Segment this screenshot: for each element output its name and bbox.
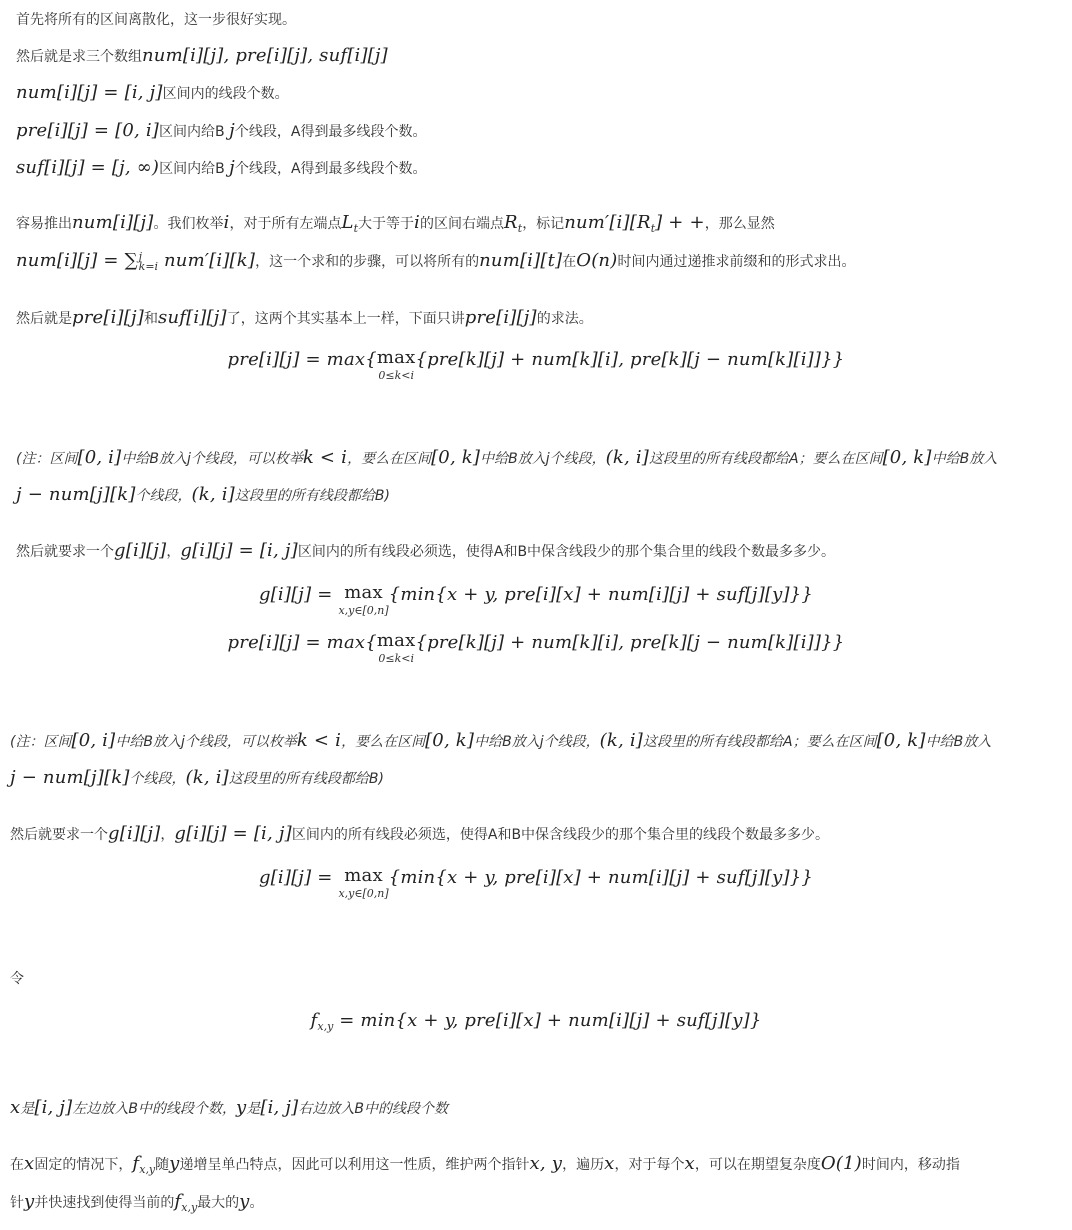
math-sub: x,y: [181, 1200, 198, 1214]
text: 和: [144, 311, 159, 327]
math: num[i][j] = [i, j]: [16, 82, 163, 103]
math: y: [236, 1097, 247, 1118]
math: O(1): [820, 1153, 862, 1174]
math: {pre[k][j] + num[k][i], pre[k][j − num[k][i]]}}: [415, 632, 845, 653]
math: = min{x + y, pre[i][x] + num[i][j] + suf[j][y]}: [333, 1010, 762, 1031]
math: L: [341, 212, 354, 233]
text: 然后就要求一个: [16, 544, 114, 560]
math: [0, k]: [882, 447, 932, 468]
conclusion-line-2: [10, 1191, 264, 1214]
math-operator: max: [344, 582, 383, 603]
text: 中给B放入j个线段，: [474, 734, 600, 750]
math: j: [229, 120, 235, 141]
math: [i, j]: [34, 1097, 73, 1118]
note-2-line-1: [10, 730, 991, 751]
text: 右边放入B中的线段个数: [298, 1101, 449, 1117]
f-equation: [0, 1010, 1072, 1033]
math: g[i][j] = [i, j]: [180, 540, 298, 561]
text: (注：区间: [10, 734, 72, 750]
math: g[i][j]: [114, 540, 167, 561]
math: x: [24, 1153, 35, 1174]
math: k < i: [296, 730, 342, 751]
math: j − num[j][k]: [10, 767, 130, 788]
math-sup: j: [138, 250, 143, 263]
math-operator: max: [376, 347, 416, 368]
math-sub: t: [650, 221, 656, 235]
text: 随: [155, 1157, 170, 1173]
math: num[i][j]: [72, 212, 154, 233]
math-sub: k=i: [138, 260, 159, 273]
num-def-line: [16, 82, 289, 103]
math-sub: 0≤k<i: [378, 652, 414, 665]
math: [0, k]: [876, 730, 926, 751]
text: 令: [10, 971, 24, 987]
math: (k, i]: [185, 767, 229, 788]
text: ，要么在区间: [341, 734, 426, 750]
conclusion-line-1: [10, 1153, 960, 1176]
math-operator: max: [376, 630, 416, 651]
math: [0, i]: [71, 730, 116, 751]
text: ，这一个求和的步骤，可以将所有的: [255, 254, 480, 270]
text: 这段里的所有线段都给A；要么在区间: [643, 734, 877, 750]
math-sub: x,y∈[0,n]: [338, 887, 389, 900]
math: g[i][j] = [i, j]: [174, 823, 292, 844]
math: suf[i][j] = [j, ∞): [16, 157, 160, 178]
text: 个线段，: [135, 488, 192, 504]
math: pre[i][j]: [464, 307, 537, 328]
math: i: [223, 212, 230, 233]
text: 然后就要求一个: [10, 827, 108, 843]
xy-explanation: [10, 1097, 448, 1118]
math: y: [239, 1191, 250, 1212]
text: 并快速找到使得当前的: [34, 1195, 175, 1211]
math: x: [10, 1097, 21, 1118]
text: 针: [10, 1195, 24, 1211]
sum-line: [16, 250, 855, 272]
text: 中给B放入j个线段，可以枚举: [121, 451, 303, 467]
math: O(n): [576, 250, 618, 271]
math: (k, i]: [599, 730, 643, 751]
text: 中给B放入: [931, 451, 998, 467]
math-sub: t: [517, 221, 523, 235]
math: suf[i][j]: [158, 307, 227, 328]
text: 区间内给B: [159, 161, 230, 177]
text: 时间内通过递推求前缀和的形式求出。: [617, 254, 856, 270]
math: y: [24, 1191, 35, 1212]
math: num′[i][R: [564, 212, 651, 233]
math: g[i][j] =: [258, 584, 339, 605]
text: ，那么显然: [704, 216, 775, 232]
text: 。: [249, 1195, 264, 1211]
text: 容易推出: [16, 216, 72, 232]
note-1-line-2: [16, 484, 390, 505]
text: 然后就是求三个数组: [16, 49, 142, 65]
text: ，遍历: [562, 1157, 605, 1173]
math: x: [604, 1153, 615, 1174]
math: k < i: [302, 447, 348, 468]
note-2-line-2: [10, 767, 384, 788]
math: pre[i][j] = max{: [227, 349, 377, 370]
math: x: [684, 1153, 695, 1174]
math: [0, k]: [425, 730, 475, 751]
math: pre[i][j] = [0, i]: [16, 120, 160, 141]
text: 最大的: [197, 1195, 240, 1211]
pre-equation-1: [0, 349, 1072, 385]
math: i: [414, 212, 420, 233]
text: ，标记: [522, 216, 565, 232]
g-equation-2: [0, 867, 1072, 903]
math: num[i][j] = ∑: [16, 250, 138, 271]
math: [0, i]: [77, 447, 122, 468]
pre-equation-2: [0, 632, 1072, 668]
text: 区间内的所有线段必须选，使得A和B中保含线段少的那个集合里的线段个数最多多少。: [291, 827, 830, 843]
text: 的区间右端点: [420, 216, 504, 232]
math: num′[i][k]: [158, 250, 256, 271]
note-1-line-1: [16, 447, 997, 468]
text: 首先将所有的区间离散化，这一步很好实现。: [16, 12, 296, 28]
math: (k, i]: [191, 484, 235, 505]
g-definition-line-1: [16, 540, 835, 561]
math: [i, j]: [260, 1097, 299, 1118]
text: 个线段，: [129, 771, 186, 787]
text: ，可以在期望复杂度: [694, 1157, 821, 1173]
text: 递增呈单凸特点，因此可以利用这一性质，维护两个指针: [179, 1157, 530, 1173]
math-sub: t: [353, 221, 359, 235]
math: (k, i]: [605, 447, 649, 468]
g-definition-line-2: [10, 823, 829, 844]
text: ，对于每个: [614, 1157, 685, 1173]
text: 中给B放入: [925, 734, 992, 750]
text: 个线段，A得到最多线段个数。: [234, 124, 427, 140]
text: 区间内给B: [159, 124, 230, 140]
text: 这段里的所有线段都给B): [228, 771, 384, 787]
text: 在: [562, 254, 577, 270]
math: pre[i][j] = max{: [227, 632, 377, 653]
text: 个线段，A得到最多线段个数。: [234, 161, 427, 177]
text: ，对于所有左端点: [229, 216, 342, 232]
math: {pre[k][j] + num[k][i], pre[k][j − num[k][i]]}}: [415, 349, 845, 370]
text: 然后就是: [16, 311, 72, 327]
text: 固定的情况下，: [34, 1157, 133, 1173]
text: 了，这两个其实基本上一样，下面只讲: [226, 311, 465, 327]
text: 在: [10, 1157, 24, 1173]
math: {min{x + y, pre[i][x] + num[i][j] + suf[j][y]}}: [388, 584, 814, 605]
math: {min{x + y, pre[i][x] + num[i][j] + suf[j][y]}}: [388, 867, 814, 888]
text: 这段里的所有线段都给A；要么在区间: [649, 451, 883, 467]
text: 左边放入B中的线段个数，: [72, 1101, 236, 1117]
math: ] + +: [655, 212, 705, 233]
derive-line: [16, 212, 775, 235]
pre-suf-line: [16, 307, 593, 328]
math-operator: max: [344, 865, 383, 886]
math-sub: x,y∈[0,n]: [338, 604, 389, 617]
math: j: [229, 157, 235, 178]
math-sub: x,y: [317, 1019, 334, 1033]
text: ，: [166, 544, 181, 560]
math: num[i][t]: [479, 250, 563, 271]
math: f: [132, 1153, 140, 1174]
math: j − num[j][k]: [16, 484, 136, 505]
text: 的求法。: [536, 311, 593, 327]
text: 大于等于: [358, 216, 415, 232]
intro-line: [16, 9, 296, 29]
math-sub: 0≤k<i: [378, 369, 414, 382]
text: (注：区间: [16, 451, 78, 467]
math: f: [310, 1010, 318, 1031]
suf-def-line: [16, 157, 427, 178]
text: ，要么在区间: [347, 451, 432, 467]
math: x, y: [529, 1153, 563, 1174]
text: 是: [20, 1101, 35, 1117]
math: pre[i][j]: [72, 307, 145, 328]
text: 区间内的线段个数。: [162, 86, 289, 102]
text: 中给B放入j个线段，可以枚举: [115, 734, 297, 750]
text: 是: [246, 1101, 261, 1117]
pre-def-line: [16, 120, 426, 141]
math: num[i][j], pre[i][j], suf[i][j]: [142, 45, 388, 66]
math: y: [169, 1153, 180, 1174]
text: 。我们枚举: [153, 216, 224, 232]
let-word: [10, 968, 24, 988]
text: ，: [160, 827, 175, 843]
math: g[i][j]: [108, 823, 161, 844]
math: g[i][j] =: [258, 867, 339, 888]
math: [0, k]: [431, 447, 481, 468]
text: 时间内，移动指: [861, 1157, 960, 1173]
math: R: [504, 212, 518, 233]
math: f: [174, 1191, 182, 1212]
g-equation-1: [0, 584, 1072, 620]
arrays-line: [16, 45, 388, 66]
text: 中给B放入j个线段，: [480, 451, 606, 467]
math-sub: x,y: [139, 1162, 156, 1176]
text: 这段里的所有线段都给B): [234, 488, 390, 504]
text: 区间内的所有线段必须选，使得A和B中保含线段少的那个集合里的线段个数最多多少。: [297, 544, 836, 560]
